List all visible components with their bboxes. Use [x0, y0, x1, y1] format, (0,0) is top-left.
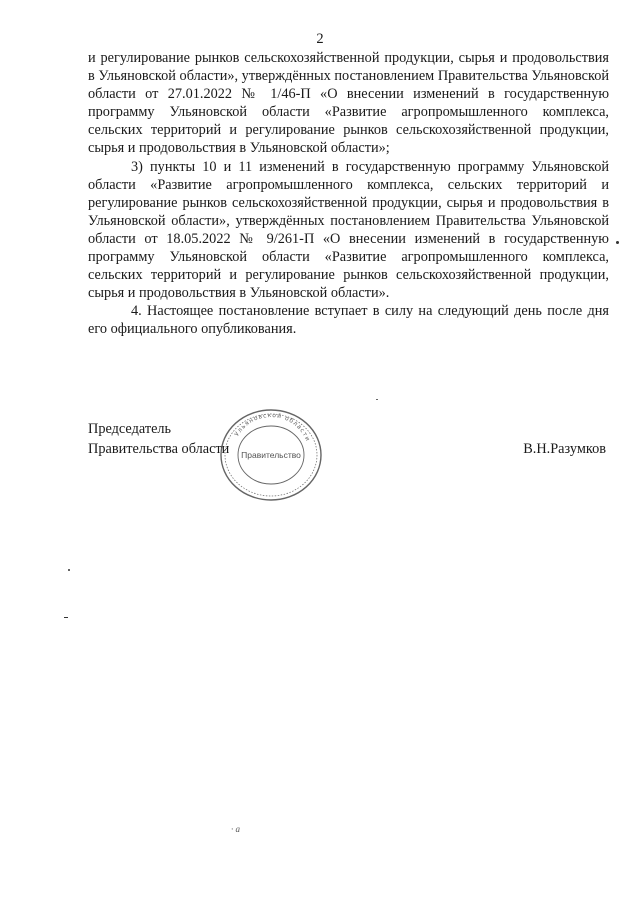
scan-speck [64, 617, 68, 618]
scan-speck [68, 569, 70, 571]
paragraph-continuation: и регулирование рынков сельскохозяйственной продукции, сырья и продовольствия в Ульяновской области», утверждённых постановлением Правительства Ульяновской области от 27.01.2022 № 1/46-П «О внесении изменений в государственную программу Ульяновской области «Развитие агропромышленного комплекса, сельских территорий и регулирование рынков сельскохозяйственной продукции, сырья и продовольствия в Ульяновской области»; [88, 50, 609, 157]
official-seal-stamp [219, 408, 323, 502]
signatory-title-line1: Председатель [88, 421, 172, 437]
stamp-center-text: Правительство [241, 450, 301, 460]
stamp-ring-text: Ульяновской области [233, 411, 312, 443]
paragraph-item-3: 3) пункты 10 и 11 изменений в государственную программу Ульяновской области «Развитие агропромышленного комплекса, сельских территорий и регулирование рынков сельскохозяйственной продукции, сырья и продовольствия в Ульяновской области», утверждённых постановлением Правительства Ульяновской области от 18.05.2022 № 9/261-П «О внесении изменений в государственную программу Ульяновской области «Развитие агропромышленного комплекса, сельских территорий и регулирование рынков сельскохозяйственной продукции, сырья и продовольствия в Ульяновской области». [88, 158, 609, 302]
scan-speck [376, 399, 378, 400]
signatory-title-line2: Правительства области [88, 440, 230, 457]
signatory-title [88, 420, 229, 459]
document-body [88, 49, 609, 339]
page-number: 2 [316, 31, 324, 47]
paragraph-item-4: 4. Настоящее постановление вступает в силу на следующий день после дня его официального опубликования. [88, 303, 609, 338]
scan-speck [616, 241, 619, 244]
signatory-name: В.Н.Разумков [523, 440, 606, 457]
scan-mark: · a [231, 824, 240, 834]
